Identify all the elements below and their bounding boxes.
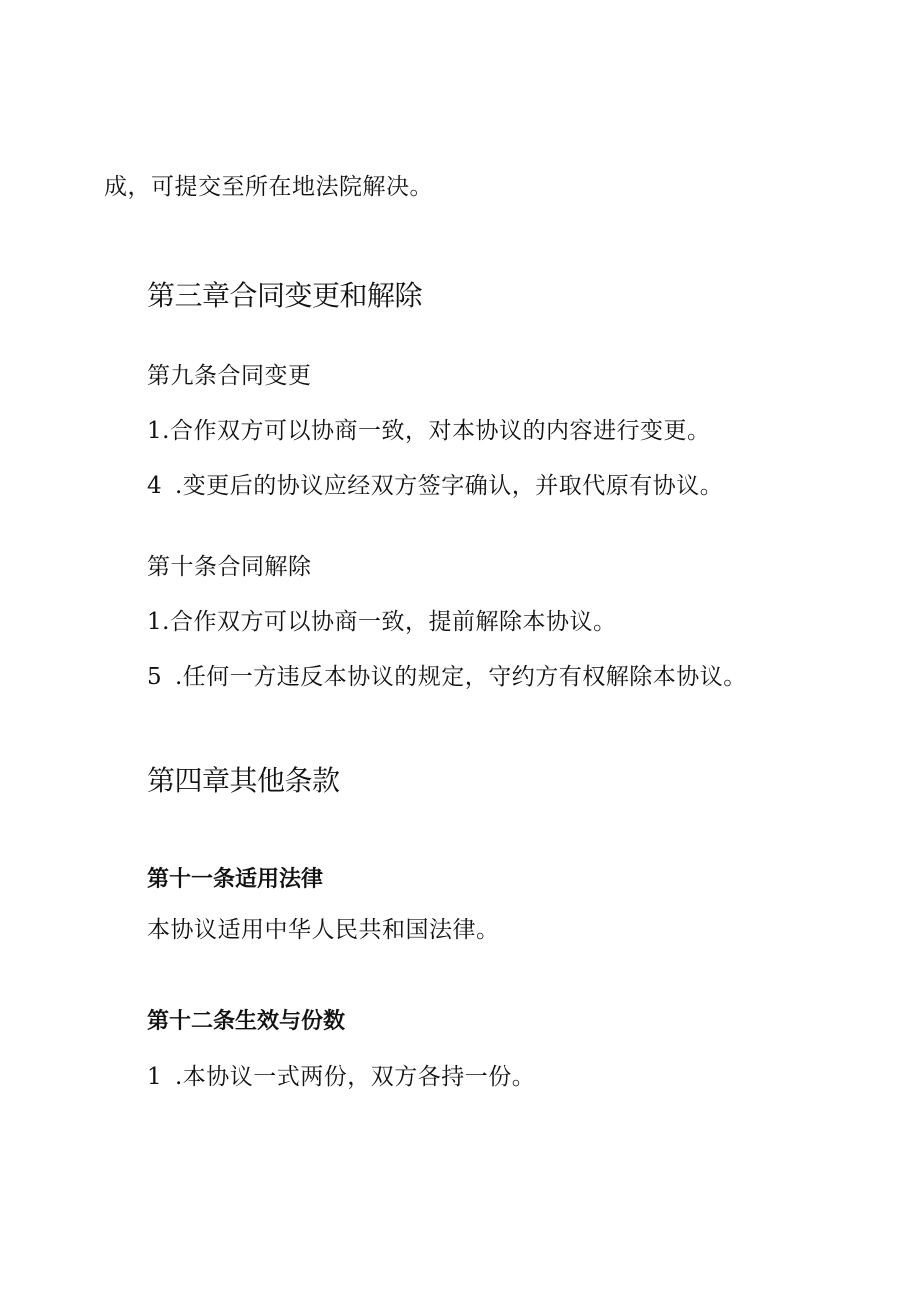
article-11-title: 第十一条适用法律	[147, 867, 324, 892]
article-9-item-1	[147, 420, 710, 443]
article-9-title: 第九条合同变更	[147, 363, 312, 389]
article-10-title: 第十条合同解除	[147, 554, 312, 580]
article-12-item-1-text: .本协议一式两份，双方各持一份。	[175, 1064, 536, 1090]
article-10-item-1-number: 1.	[147, 609, 170, 635]
chapter-3-title: 第三章合同变更和解除	[147, 279, 423, 312]
article-10-item-2-number: 5	[147, 664, 163, 690]
continuation-text: 成，可提交至所在地法院解决。	[104, 174, 433, 200]
article-10-item-2-text: .任何一方违反本协议的规定，守约方有权解除本协议。	[175, 664, 747, 690]
article-9-item-2-text: .变更后的协议应经双方签字确认，并取代原有协议。	[175, 473, 724, 499]
article-10-item-1	[147, 611, 616, 634]
article-9-item-2	[147, 475, 723, 498]
article-12-item-1	[147, 1066, 535, 1089]
article-11-body: 本协议适用中华人民共和国法律。	[147, 917, 500, 943]
article-12-item-1-number: 1	[147, 1064, 163, 1090]
article-9-item-2-number: 4	[147, 473, 163, 499]
article-12-title: 第十二条生效与份数	[147, 1009, 346, 1034]
article-10-item-1-text: 合作双方可以协商一致，提前解除本协议。	[169, 609, 617, 635]
article-9-item-1-number: 1.	[147, 418, 170, 444]
article-9-item-1-text: 合作双方可以协商一致，对本协议的内容进行变更。	[169, 418, 711, 444]
chapter-4-title: 第四章其他条款	[147, 764, 340, 797]
article-10-item-2	[147, 666, 747, 689]
